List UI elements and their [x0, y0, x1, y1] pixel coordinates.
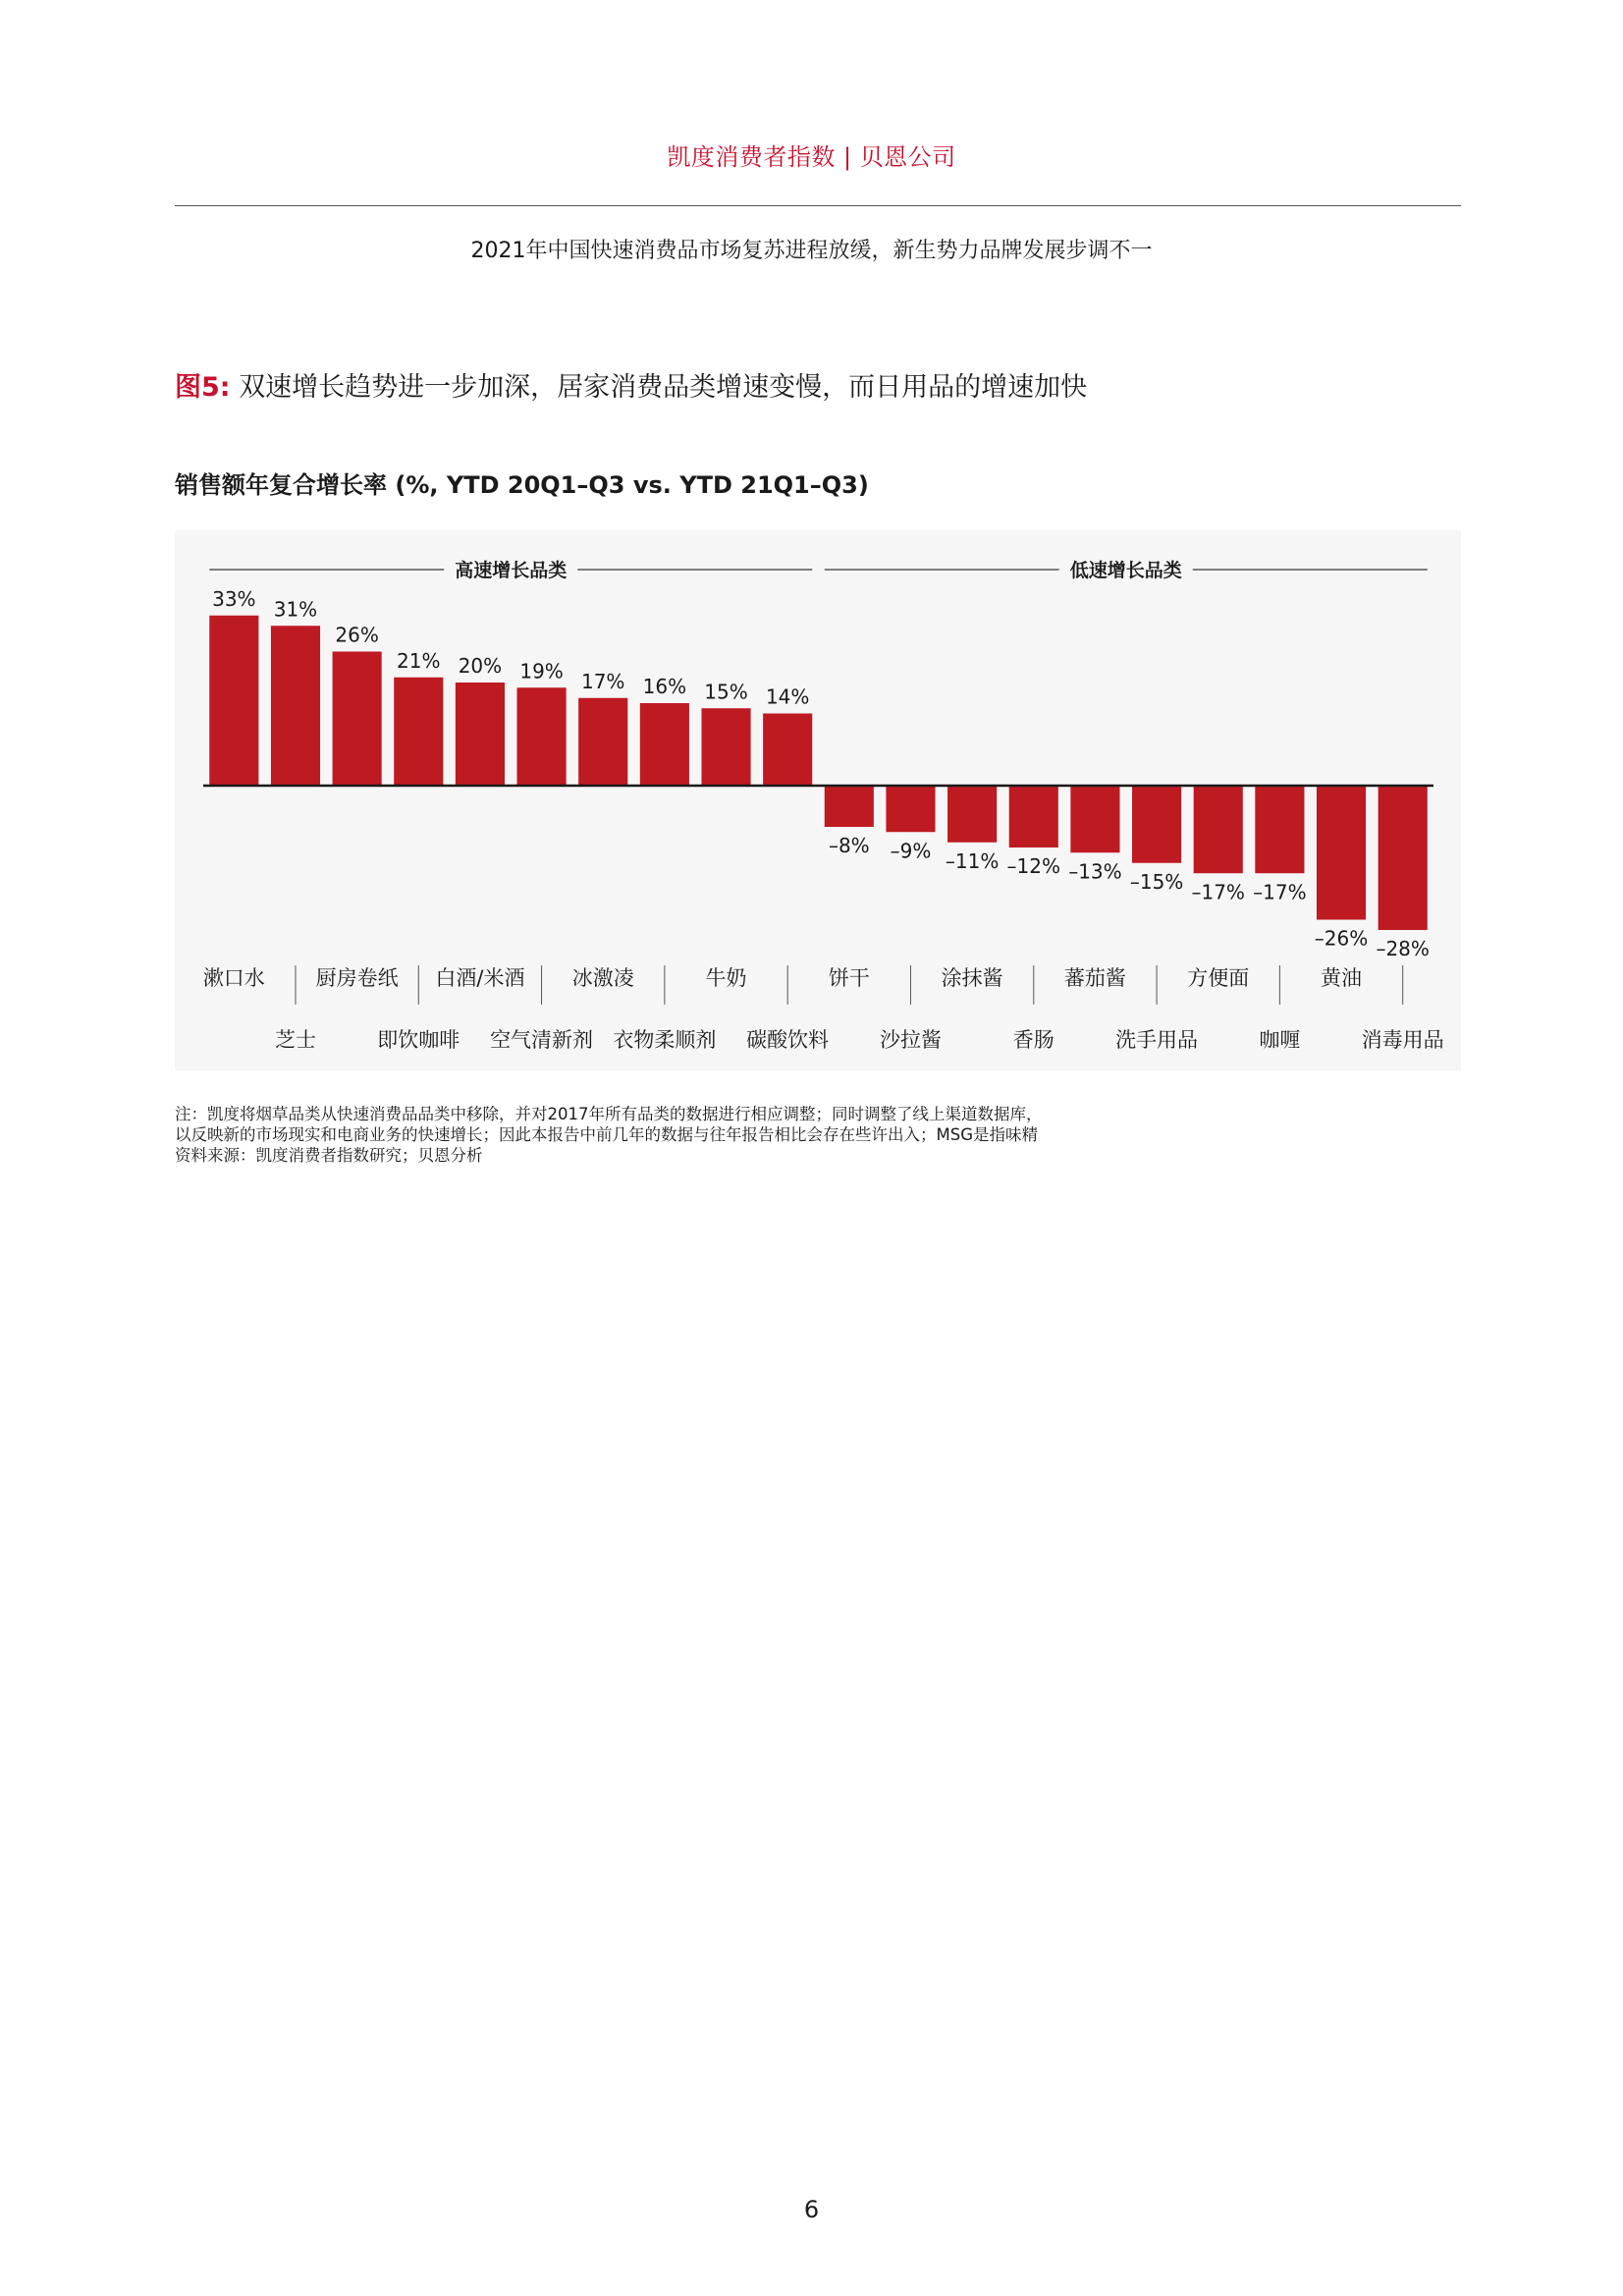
category-label-4: 白酒/米酒: [435, 966, 525, 990]
value-label-16: –17%: [1191, 880, 1245, 904]
category-label-6: 冰激凌: [571, 966, 634, 990]
value-label-8: 15%: [704, 680, 748, 704]
bar-11: [886, 786, 935, 832]
category-label-10: 饼干: [828, 966, 870, 990]
value-label-10: –8%: [828, 834, 870, 857]
value-label-5: 19%: [519, 659, 564, 683]
value-label-6: 17%: [580, 669, 625, 693]
value-label-4: 20%: [458, 654, 503, 678]
value-label-14: –13%: [1068, 859, 1122, 884]
bar-17: [1255, 786, 1304, 873]
bar-7: [640, 703, 689, 786]
value-label-11: –9%: [890, 839, 932, 863]
bar-13: [1009, 786, 1058, 847]
bar-chart: [0, 0, 1623, 1080]
bar-10: [825, 786, 874, 827]
value-label-9: 14%: [765, 684, 810, 709]
bar-16: [1194, 786, 1243, 873]
category-label-14: 蕃茄酱: [1063, 966, 1126, 990]
category-label-3: 即饮咖啡: [377, 1028, 460, 1052]
header-subtitle: 2021年中国快速消费品市场复苏进程放缓，新生势力品牌发展步调不一: [470, 239, 1153, 263]
value-label-3: 21%: [397, 648, 441, 673]
category-label-17: 咖喱: [1259, 1028, 1301, 1052]
chart-title: 销售额年复合增长率 (%, YTD 20Q1–Q3 vs. YTD 21Q1–Q3): [175, 471, 869, 499]
category-label-19: 消毒用品: [1361, 1028, 1444, 1052]
bar-6: [578, 698, 627, 786]
value-label-0: 33%: [212, 586, 256, 611]
category-label-1: 芝士: [274, 1028, 316, 1052]
bar-5: [517, 687, 567, 786]
category-label-2: 厨房卷纸: [315, 966, 399, 990]
bar-15: [1132, 786, 1181, 863]
value-label-19: –28%: [1376, 937, 1430, 960]
bar-12: [947, 786, 997, 843]
bar-14: [1070, 786, 1119, 852]
page-number: 6: [803, 2196, 820, 2223]
category-label-11: 沙拉酱: [879, 1028, 942, 1052]
value-label-12: –11%: [945, 848, 1000, 873]
value-label-17: –17%: [1253, 880, 1307, 904]
value-label-15: –15%: [1129, 869, 1184, 894]
value-label-18: –26%: [1314, 926, 1369, 951]
group-label-1: 低速增长品类: [1069, 560, 1182, 581]
source-line: 资料来源：凯度消费者指数研究；贝恩分析: [175, 1146, 483, 1165]
bar-19: [1379, 786, 1428, 930]
figure-title-text: 双速增长趋势进一步加深，居家消费品类增速变慢，而日用品的增速加快: [239, 372, 1088, 403]
category-label-8: 牛奶: [705, 966, 747, 990]
chart-notes: [175, 1104, 1043, 1166]
value-label-1: 31%: [273, 597, 318, 622]
category-label-7: 衣物柔顺剂: [613, 1028, 717, 1052]
category-label-16: 方便面: [1187, 966, 1250, 990]
category-label-13: 香肠: [1012, 1028, 1055, 1052]
category-label-0: 漱口水: [202, 966, 265, 990]
bar-9: [763, 714, 812, 787]
group-label-0: 高速增长品类: [455, 560, 568, 581]
value-label-2: 26%: [335, 623, 379, 647]
header-brand: 凯度消费者指数 | 贝恩公司: [667, 143, 956, 171]
category-label-15: 洗手用品: [1115, 1028, 1199, 1052]
bar-3: [394, 678, 443, 786]
category-label-18: 黄油: [1321, 966, 1363, 990]
note-line-2: 以反映新的市场现实和电商业务的快速增长；因此本报告中前几年的数据与往年报告相比会存在些许出入；MSG是指味精: [175, 1125, 1038, 1144]
bar-2: [333, 652, 382, 787]
bar-18: [1317, 786, 1366, 920]
category-label-12: 涂抹酱: [941, 966, 1003, 990]
bar-1: [271, 626, 320, 786]
category-label-9: 碳酸饮料: [746, 1028, 830, 1052]
value-label-13: –12%: [1006, 854, 1061, 878]
value-label-7: 16%: [642, 675, 687, 698]
bar-4: [456, 683, 505, 786]
figure-number: 图5:: [175, 372, 231, 403]
bar-8: [701, 708, 750, 786]
bar-0: [209, 616, 258, 786]
note-line-1: 注：凯度将烟草品类从快速消费品品类中移除，并对2017年所有品类的数据进行相应调整；同时调整了线上渠道数据库，: [175, 1105, 1043, 1123]
category-label-5: 空气清新剂: [490, 1028, 594, 1052]
